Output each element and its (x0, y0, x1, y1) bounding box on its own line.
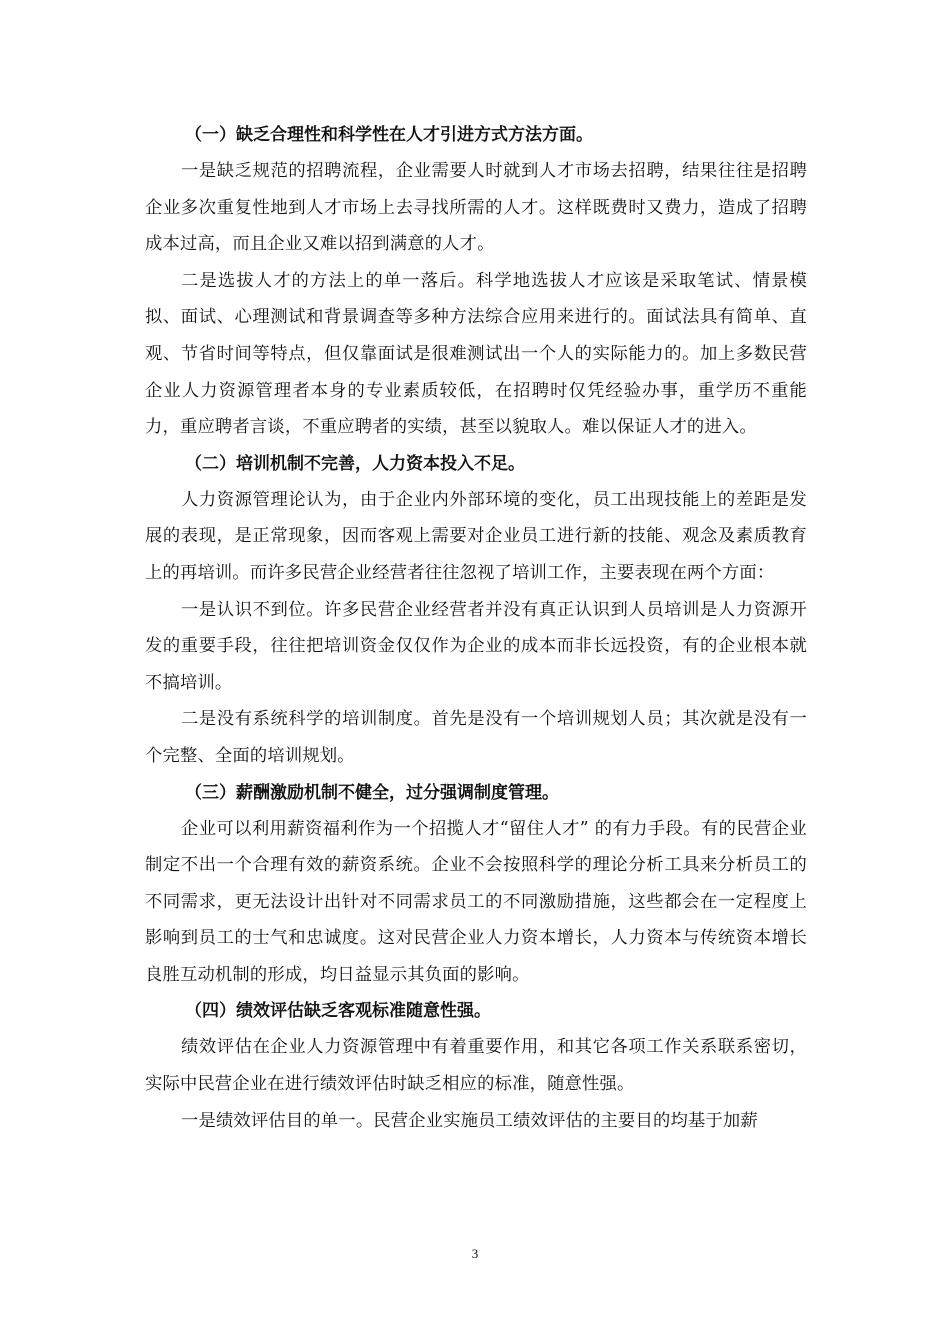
paragraph: 绩效评估在企业人力资源管理中有着重要作用，和其它各项工作关系联系密切，实际中民营企业在进行绩效评估时缺乏相应的标准，随意性强。 (145, 1037, 807, 1095)
paragraph: 二是选拔人才的方法上的单一落后。科学地选拔人才应该是采取笔试、情景模拟、面试、心理测试和背景调查等多种方法综合应用来进行的。面试法具有简单、直观、节省时间等特点，但仅靠面试是很难测试出一个人的实际能力的。加上多数民营企业人力资源管理者本身的专业素质较低，在招聘时仅凭经验办事，重学历不重能力，重应聘者言谈，不重应聘者的实绩，甚至以貌取人。难以保证人才的进入。 (145, 270, 807, 438)
paragraph: 一是缺乏规范的招聘流程，企业需要人时就到人才市场去招聘，结果往往是招聘企业多次重复性地到人才市场上去寻找所需的人才。这样既费时又费力，造成了招聘成本过高，而且企业又难以招到满意的人才。 (145, 161, 807, 255)
section-heading-2: （二）培训机制不完善，人力资本投入不足。 (185, 453, 525, 474)
paragraph: 企业可以利用薪资福利作为一个招揽人才“留住人才” 的有力手段。有的民营企业制定不出一个合理有效的薪资系统。企业不会按照科学的理论分析工具来分析员工的不同需求，更无法设计出针对不同需求员工的不同激励措施，这些都会在一定程度上影响到员工的士气和忠诚度。这对民营企业人力资本增长，人力资本与传统资本增长良胜互动机制的形成，均日益显示其负面的影响。 (145, 818, 807, 985)
paragraph: 一是绩效评估目的单一。民营企业实施员工绩效评估的主要目的均基于加薪 (181, 1110, 758, 1131)
paragraph: 一是认识不到位。许多民营企业经营者并没有真正认识到人员培训是人力资源开发的重要手段，往往把培训资金仅仅作为企业的成本而非长远投资，有的企业根本就不搞培训。 (145, 599, 807, 693)
page-number: 3 (471, 1246, 479, 1261)
paragraph: 人力资源管理论认为，由于企业内外部环境的变化，员工出现技能上的差距是发展的表现，是正常现象，因而客观上需要对企业员工进行新的技能、观念及素质教育上的再培训。而许多民营企业经营者往往忽视了培训工作，主要表现在两个方面： (145, 489, 807, 583)
section-heading-1: （一）缺乏合理性和科学性在人才引进方式方法方面。 (185, 125, 593, 145)
paragraph: 二是没有系统科学的培训制度。首先是没有一个培训规划人员；其次就是没有一个完整、全面的培训规划。 (145, 709, 807, 766)
section-heading-3: （三）薪酬激励机制不健全，过分强调制度管理。 (185, 782, 559, 803)
section-heading-4: （四）绩效评估缺乏客观标准随意性强。 (185, 1001, 491, 1022)
document-body (145, 117, 807, 1139)
